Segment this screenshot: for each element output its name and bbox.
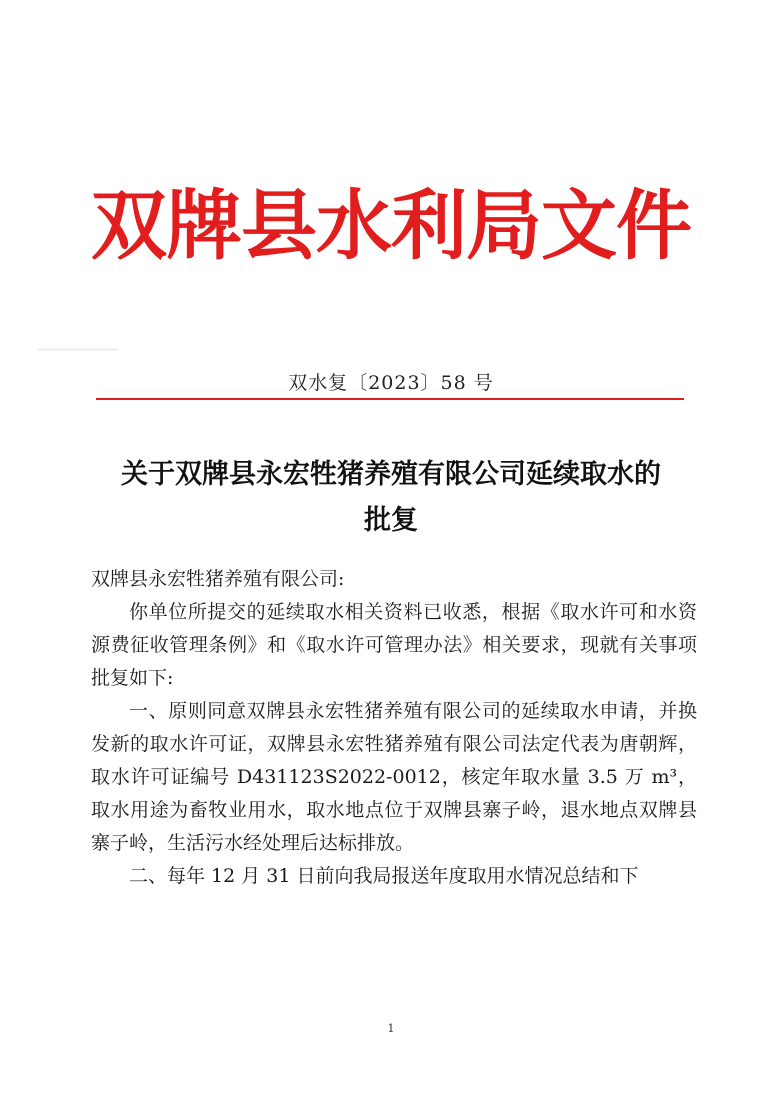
document-title — [70, 452, 712, 544]
title-line-1: 关于双牌县永宏牲猪养殖有限公司延续取水的 — [121, 459, 661, 490]
scan-artifact — [38, 348, 118, 351]
body-paragraph-2: 一、原则同意双牌县永宏牲猪养殖有限公司的延续取水申请，并换发新的取水许可证，双牌县永宏牲猪养殖有限公司法定代表为唐朝辉，取水许可证编号 D431123S2022-0012，核定年取水量 3.5 万 m³，取水用途为畜牧业用水，取水地点位于双牌县寨子岭，退水地点双牌县寨子岭，生活污水经处理后达标排放。 — [91, 700, 697, 854]
title-line-2: 批复 — [364, 505, 418, 536]
document-body — [91, 563, 697, 893]
page-number: 1 — [387, 1022, 395, 1035]
document-number: 双水复〔2023〕58 号 — [288, 372, 494, 394]
body-paragraph-1: 你单位所提交的延续取水相关资料已收悉，根据《取水许可和水资源费征收管理条例》和《取水许可管理办法》相关要求，现就有关事项批复如下: — [91, 601, 697, 689]
body-paragraph-3: 二、每年 12 月 31 日前向我局报送年度取用水情况总结和下 — [129, 865, 639, 887]
red-divider-line — [96, 398, 684, 400]
salutation: 双牌县永宏牲猪养殖有限公司: — [91, 568, 345, 590]
masthead-title: 双牌县水利局文件 — [91, 181, 691, 270]
